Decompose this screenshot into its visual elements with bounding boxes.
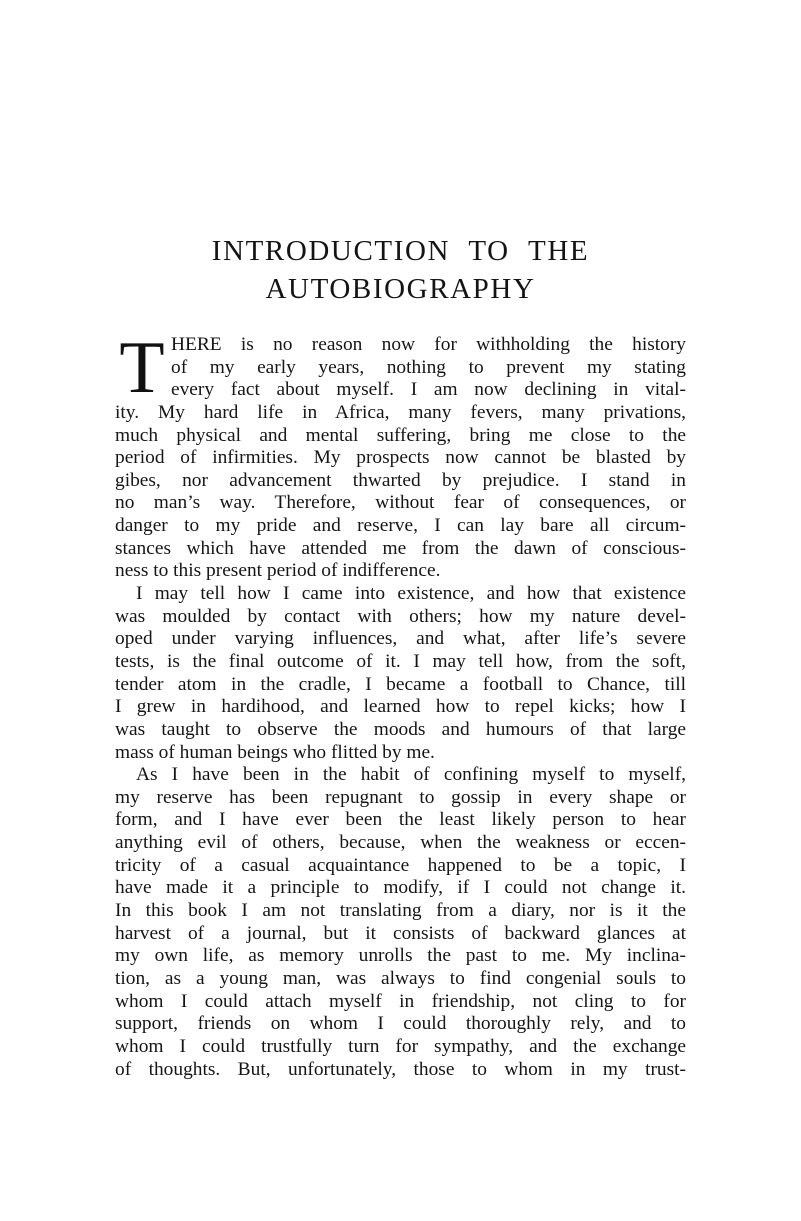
text-line: HERE is no reason now for withholding the history xyxy=(171,334,686,355)
text-line: danger to my pride and reserve, I can lay bare all circum- xyxy=(115,515,686,537)
text-line: have made it a principle to modify, if I could not change it. xyxy=(115,877,686,899)
text-line: whom I could attach myself in friendship, not cling to for xyxy=(115,990,686,1012)
chapter-title-line-2: AUTOBIOGRAPHY xyxy=(265,273,536,305)
chapter-title-line-1: INTRODUCTION TO THE xyxy=(211,235,590,267)
text-line: anything evil of others, because, when the weakness or eccen- xyxy=(115,832,686,854)
text-line: was moulded by contact with others; how my nature devel- xyxy=(115,605,686,627)
text-line: tests, is the final outcome of it. I may tell how, from the soft, xyxy=(115,650,686,672)
text-line: mass of human beings who flitted by me. xyxy=(115,741,435,763)
text-line: support, friends on whom I could thoroughly rely, and to xyxy=(115,1013,686,1035)
text-line: tender atom in the cradle, I became a football to Chance, till xyxy=(115,673,686,695)
text-line: tion, as a young man, was always to find congenial souls to xyxy=(115,967,686,989)
body-text xyxy=(115,327,686,1081)
chapter-title xyxy=(115,232,686,308)
text-line: ness to this present period of indifference. xyxy=(115,560,441,582)
text-line: much physical and mental suffering, bring me close to the xyxy=(115,424,686,446)
text-line: tricity of a casual acquaintance happened to be a topic, I xyxy=(115,854,686,876)
text-line: my own life, as memory unrolls the past to me. My inclina- xyxy=(115,945,686,967)
text-line: oped under varying influences, and what, after life’s severe xyxy=(115,628,686,650)
text-line: form, and I have ever been the least likely person to hear xyxy=(115,809,686,831)
text-line: I grew in hardihood, and learned how to repel kicks; how I xyxy=(115,696,686,718)
text-line: was taught to observe the moods and humours of that large xyxy=(115,718,686,740)
drop-cap-initial: T xyxy=(119,327,165,409)
text-line: I may tell how I came into existence, and how that existence xyxy=(136,583,686,605)
text-line: period of infirmities. My prospects now cannot be blasted by xyxy=(115,447,686,469)
text-line: whom I could trustfully turn for sympathy, and the exchange xyxy=(115,1035,686,1057)
text-line: ity. My hard life in Africa, many fevers, many privations, xyxy=(115,401,686,423)
text-line: harvest of a journal, but it consists of backward glances at xyxy=(115,922,686,944)
text-line: my reserve has been repugnant to gossip in every shape or xyxy=(115,786,686,808)
text-line: gibes, nor advancement thwarted by prejudice. I stand in xyxy=(115,469,686,491)
text-line: In this book I am not translating from a diary, nor is it the xyxy=(115,900,686,922)
text-line: no man’s way. Therefore, without fear of consequences, or xyxy=(115,492,686,514)
text-line: stances which have attended me from the dawn of conscious- xyxy=(115,537,686,559)
text-line: of thoughts. But, unfortunately, those to whom in my trust- xyxy=(115,1058,686,1080)
text-line: of my early years, nothing to prevent my stating xyxy=(171,356,686,378)
text-line: As I have been in the habit of confining myself to myself, xyxy=(136,764,686,786)
text-line: every fact about myself. I am now declining in vital- xyxy=(171,379,686,401)
